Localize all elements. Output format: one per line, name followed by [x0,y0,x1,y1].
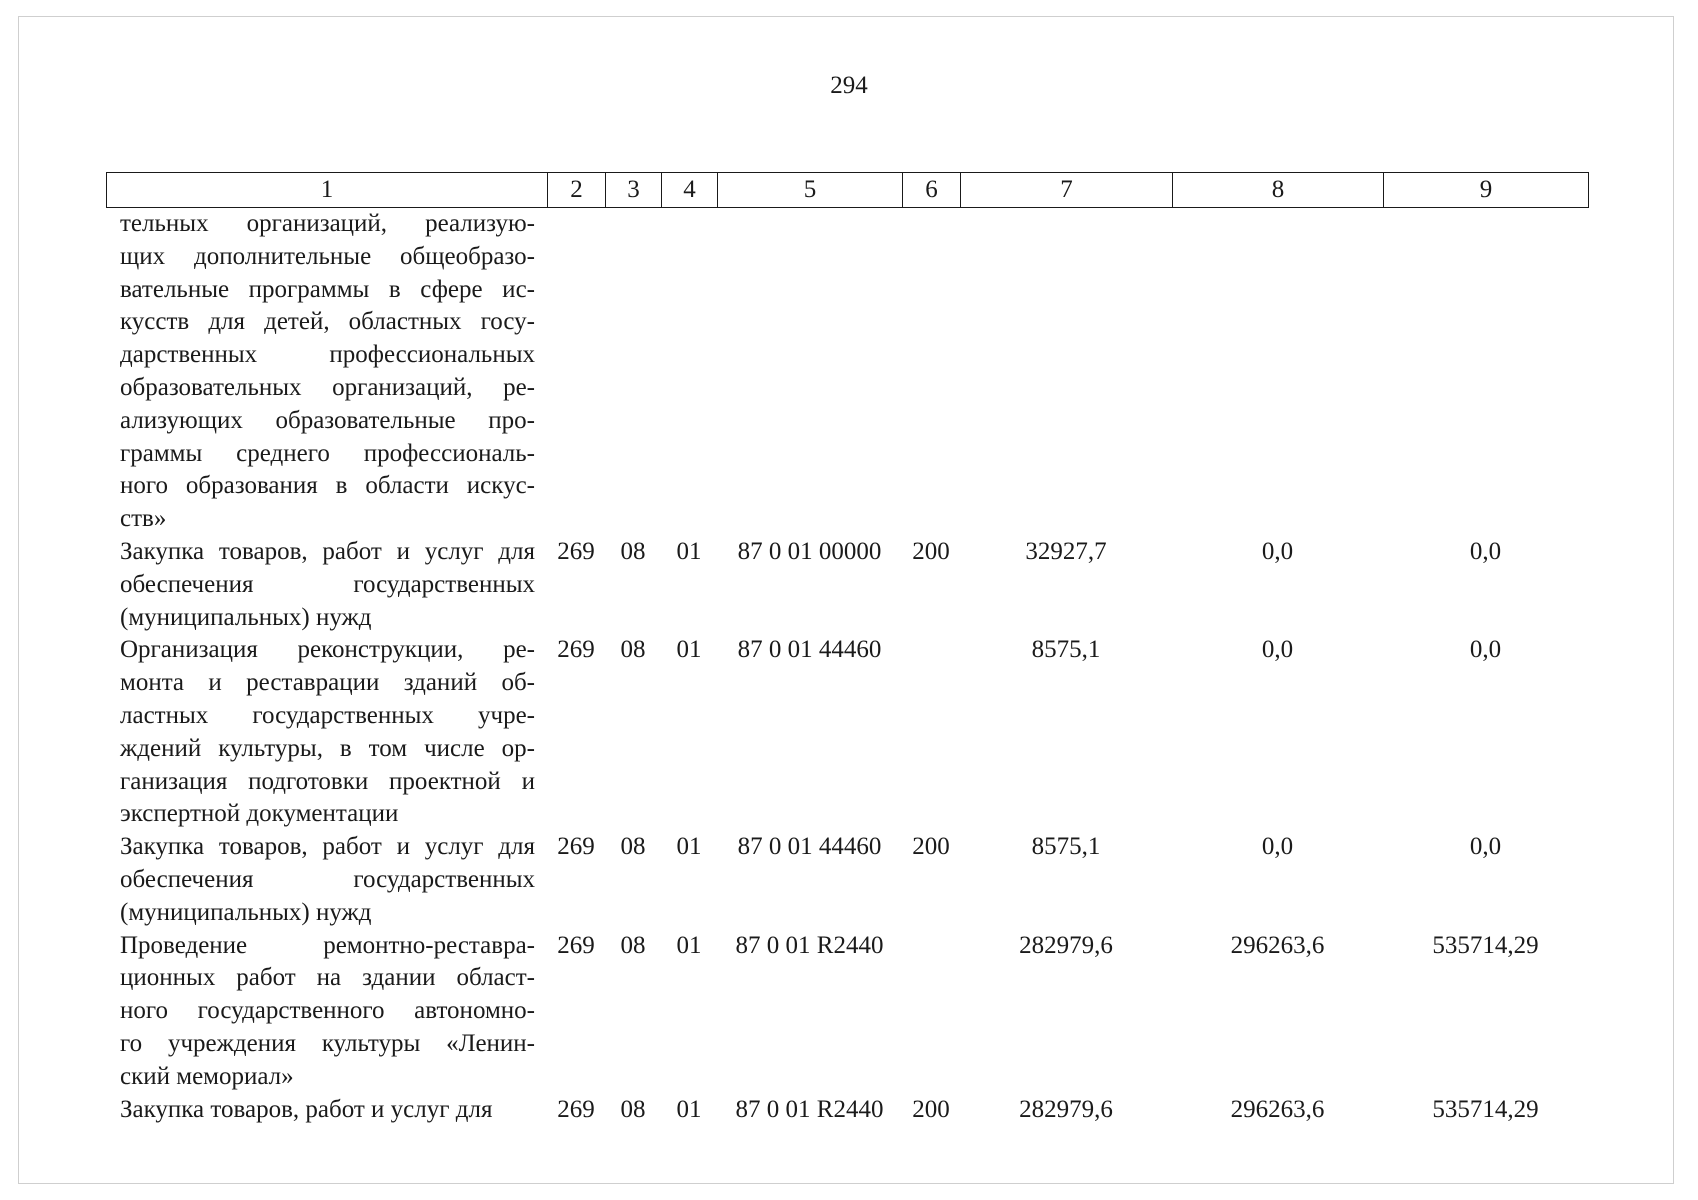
description-line: ного государственного автономно- [120,997,535,1025]
description-line: (муниципальных) нужд [120,898,372,926]
cell-column-2: 269 [557,833,595,861]
description-line: го учреждения культуры «Ленин- [120,1029,535,1057]
column-header-table [106,172,1589,208]
cell-column-5: 87 0 01 R2440 [735,1095,884,1123]
description-line: ганизация подготовки проектной и [120,767,535,795]
cell-column-6: 200 [912,1095,950,1123]
column-header-5: 5 [718,173,903,208]
cell-column-4: 01 [676,931,702,959]
column-header-7: 7 [961,173,1173,208]
cell-column-3: 08 [620,538,646,565]
description-line: экспертной документации [120,800,399,828]
cell-column-3: 08 [620,636,646,664]
cell-column-4: 01 [676,833,702,861]
description-line: тельных организаций, реализую- [120,210,535,237]
cell-column-8: 0,0 [1261,833,1294,861]
cell-column-7: 8575,1 [1031,833,1101,861]
column-header-4: 4 [662,173,718,208]
description-line: ств» [120,505,167,533]
row-description [120,1094,535,1127]
cell-column-8: 0,0 [1261,636,1294,664]
column-header-8: 8 [1173,173,1384,208]
cell-column-9: 535714,29 [1432,931,1539,959]
description-line: ализующих образовательные про- [120,406,535,434]
description-line: монта и реставрации зданий об- [120,669,535,697]
column-header-6: 6 [903,173,961,208]
cell-column-9: 535714,29 [1432,1095,1539,1123]
column-header-2: 2 [548,173,606,208]
cell-column-8: 296263,6 [1230,1095,1325,1123]
description-line: граммы среднего профессиональ- [120,439,535,467]
row-description [120,536,535,634]
cell-column-4: 01 [676,1095,702,1123]
column-header-1: 1 [107,173,548,208]
cell-column-8: 296263,6 [1230,931,1325,959]
cell-column-7: 32927,7 [1025,538,1107,565]
cell-column-3: 08 [620,833,646,861]
column-header-9: 9 [1384,173,1589,208]
description-line: ного образования в области искус- [120,472,535,500]
description-line: Закупка товаров, работ и услуг для [120,1095,493,1123]
description-line: вательные программы в сфере ис- [120,275,535,303]
row-description [120,208,535,536]
cell-column-4: 01 [676,636,702,664]
description-line: образовательных организаций, ре- [120,373,535,401]
cell-column-5: 87 0 01 R2440 [735,931,884,959]
cell-column-2: 269 [557,931,595,959]
description-line: Организация реконструкции, ре- [120,636,535,664]
cell-column-7: 282979,6 [1019,931,1113,959]
cell-column-9: 0,0 [1469,538,1502,565]
description-line: кусств для детей, областных госу- [120,308,535,336]
description-line: обеспечения государственных [120,570,535,598]
page-number: 294 [830,72,868,99]
description-line: обеспечения государственных [120,865,535,893]
cell-column-2: 269 [557,538,595,565]
cell-column-5: 87 0 01 00000 [737,538,882,565]
cell-column-6: 200 [912,538,950,565]
description-line: дарственных профессиональных [120,341,535,369]
row-description [120,930,535,1094]
cell-column-7: 8575,1 [1031,636,1101,664]
cell-column-2: 269 [557,1095,595,1123]
cell-column-4: 01 [676,538,702,565]
cell-column-6: 200 [912,833,950,861]
column-header-3: 3 [606,173,662,208]
cell-column-9: 0,0 [1469,636,1502,664]
row-description [120,831,535,929]
description-line: ждений культуры, в том числе ор- [120,734,535,762]
row-description [120,634,535,831]
description-line: ластных государственных учре- [120,701,535,729]
description-line: Закупка товаров, работ и услуг для [120,538,535,565]
cell-column-9: 0,0 [1469,833,1502,861]
description-line: Закупка товаров, работ и услуг для [120,833,535,861]
cell-column-3: 08 [620,931,646,959]
description-line: ционных работ на здании област- [120,964,535,992]
cell-column-5: 87 0 01 44460 [737,833,882,861]
cell-column-5: 87 0 01 44460 [737,636,882,664]
description-line: ский мемориал» [120,1062,294,1090]
description-line: Проведение ремонтно-реставра- [120,931,535,959]
cell-column-7: 282979,6 [1019,1095,1113,1123]
cell-column-2: 269 [557,636,595,664]
cell-column-8: 0,0 [1261,538,1294,565]
cell-column-3: 08 [620,1095,646,1123]
description-line: щих дополнительные общеобразо- [120,242,535,270]
description-line: (муниципальных) нужд [120,603,372,631]
